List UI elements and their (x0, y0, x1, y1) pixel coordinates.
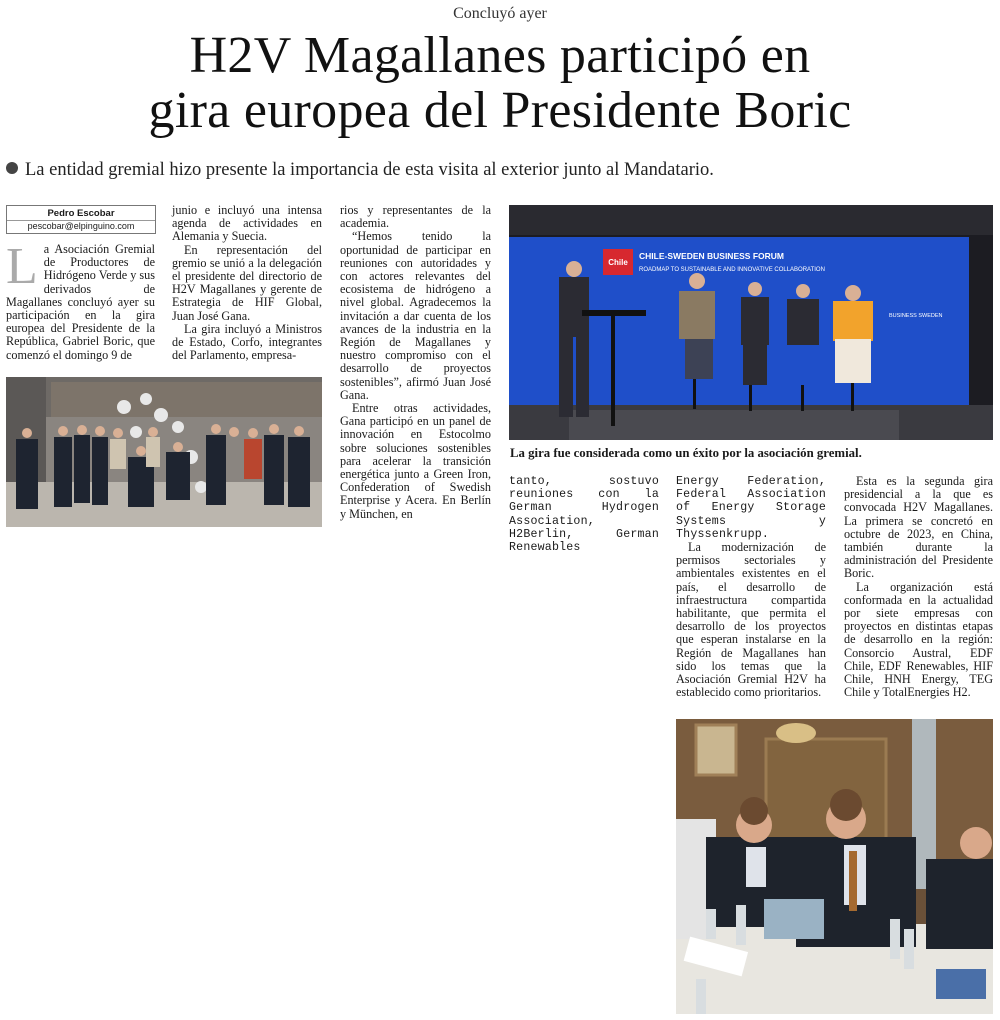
article-column-6 (844, 475, 993, 699)
col3-paragraph-2: “Hemos tenido la oportunidad de participar en reuniones con autoridades y con actores relevantes del ecosistema de hidrógeno a nivel global. Agradecemos la invitación a dar cuenta de los avances de la industria en la Región de Magallanes y nuestro compromiso con el desarrollo de proyectos sostenibles”, afirmó Juan José Gana. (340, 229, 491, 402)
stage-logo-text: Chile (608, 258, 628, 267)
subhead-text: La entidad gremial hizo presente la importancia de esta visita al exterior junto al Mandatario. (25, 160, 714, 180)
byline-name: Pedro Escobar (47, 208, 115, 219)
article-column-5 (676, 475, 826, 699)
col3-paragraph-3: Entre otras actividades, Gana participó en un panel de innovación en Estocolmo sobre soluciones sostenibles para acelerar la transición energética junto a Green Iron, Confederation of Swedish Enterprise y Acera. En Berlín y München, en (340, 401, 491, 521)
col5-paragraph-2: La modernización de permisos sectoriales y ambientales existentes en el país, el desarrollo de infraestructura compartida habilitante, que permita el desarrollo de los proyectos que esperan instalarse en la Región de Magallanes han sido los temas que la Asociación Gremial H2V ha establecido como prioritarios. (676, 540, 826, 700)
headline (0, 28, 1000, 138)
col6-paragraph-2: La organización está conformada en la actualidad por siete empresas con proyectos en distintas etapas de desarrollo en la región: Consorcio Austral, EDF Chile, EDF Renewables, HIF Chile, HNH Energy, TEG Chile y TotalEnergies H2. (844, 579, 993, 700)
drop-cap: L (6, 238, 38, 295)
meeting-photo-image (676, 719, 993, 1014)
group-photo (6, 377, 322, 527)
meeting-photo (676, 719, 993, 1014)
stage-banner-title: CHILE-SWEDEN BUSINESS FORUM (639, 251, 784, 261)
byline-box (6, 205, 156, 234)
headline-line-2: gira europea del Presidente Boric (148, 82, 852, 139)
article-column-2 (172, 204, 322, 362)
col5-paragraph-1: Energy Federation, Federal Association of Energy Storage Systems y Thyssenkrupp. (676, 475, 826, 541)
col2-paragraph-2: En representación del gremio se unió a la delegación el presidente del directorio de H2V Magallanes y gerente de Estrategia de HIF Global, Juan José Gana. (172, 242, 322, 323)
stage-banner-subtitle: ROADMAP TO SUSTAINABLE AND INNOVATIVE COLLABORATION (639, 267, 825, 273)
article-column-4 (509, 475, 659, 554)
stage-side-label: BUSINESS SWEDEN (889, 313, 943, 319)
col2-paragraph-1: junio e incluyó una intensa agenda de actividades en Alemania y Suecia. (172, 203, 322, 244)
col4-paragraph: tanto, sostuvo reuniones con la German Hydrogen Association, H2Berlin, German Renewables (509, 475, 659, 555)
stage-photo-image (509, 205, 993, 440)
article-column-1 (6, 238, 155, 362)
article-column-3 (340, 204, 491, 521)
col6-paragraph-1: Esta es la segunda gira presidencial a la que es convocada H2V Magallanes. La primera se concretó en octubre de 2023, en China, también durante la administración del Presidente Boric. (844, 474, 993, 581)
kicker: Concluyó ayer (453, 5, 547, 22)
col2-paragraph-3: La gira incluyó a Ministros de Estado, Corfo, integrantes del Parlamento, empresa- (172, 321, 322, 363)
headline-line-1: H2V Magallanes participó en (189, 27, 811, 84)
byline-email[interactable]: pescobar@elpinguino.com (7, 220, 155, 232)
photo-caption: La gira fue considerada como un éxito por la asociación gremial. (510, 446, 862, 460)
col3-paragraph-1: rios y representantes de la academia. (340, 203, 491, 231)
group-photo-image (6, 377, 322, 527)
subhead (6, 160, 996, 181)
bullet-icon (6, 162, 18, 174)
stage-photo (509, 205, 993, 440)
col1-paragraph: a Asociación Gremial de Productores de Hidrógeno Verde y sus derivados de Magallanes concluyó ayer su participación en la gira europea del Presidente de la República, Gabriel Boric, que comenzó el domingo 9 de (6, 242, 155, 362)
